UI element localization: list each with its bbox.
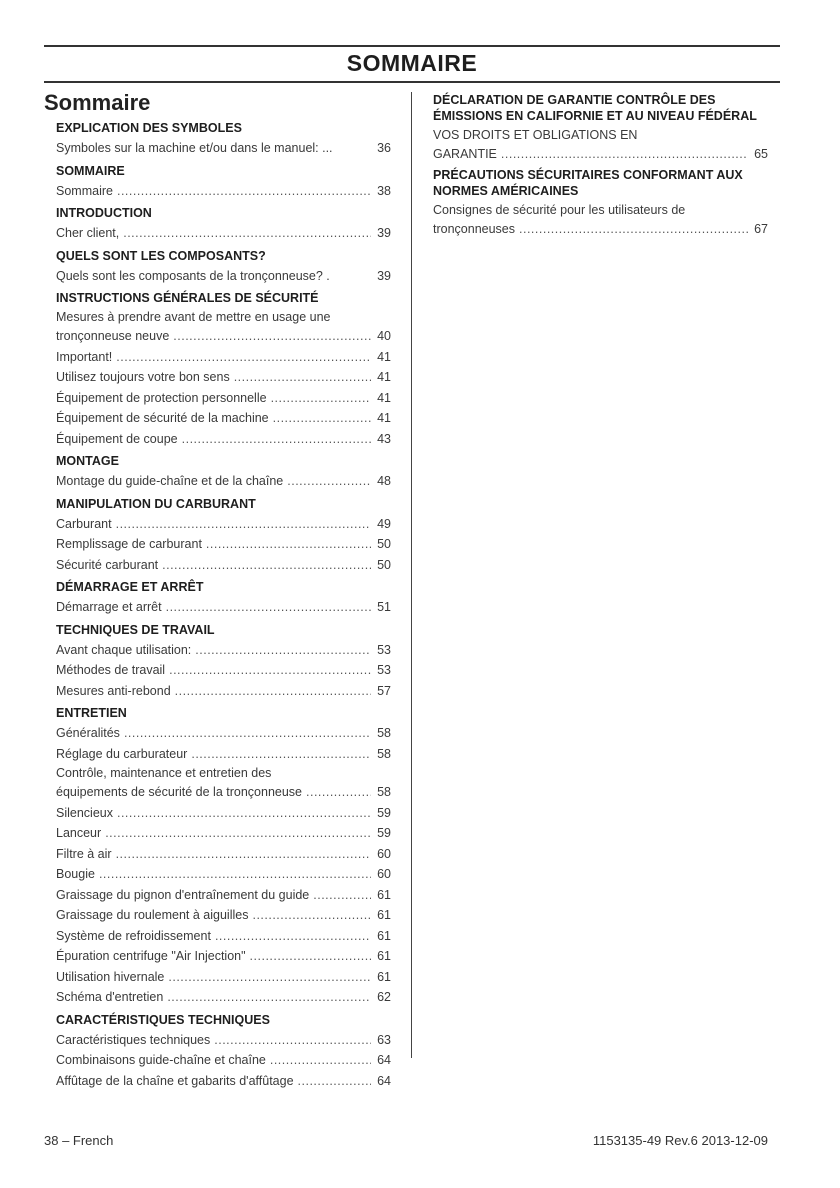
toc-entry-page: 61 [377, 969, 391, 984]
toc-entry[interactable] [56, 946, 391, 967]
leader-dots [214, 1030, 371, 1051]
section-heading: DÉMARRAGE ET ARRÊT [56, 580, 204, 594]
toc-entry-label: Caractéristiques techniques [56, 1032, 211, 1047]
toc-section [56, 705, 391, 1008]
toc-entry-page: 61 [377, 949, 391, 963]
toc-entry[interactable] [56, 782, 391, 803]
toc-entry-label: Mesures anti-rebond [56, 683, 171, 698]
toc-entry[interactable] [56, 640, 391, 661]
leader-dots [117, 181, 371, 202]
toc-entry[interactable] [56, 926, 391, 947]
toc-entry[interactable] [56, 987, 391, 1008]
toc-entry-page: 48 [377, 474, 391, 488]
toc-entry[interactable] [56, 429, 391, 450]
section-heading: INTRODUCTION [56, 206, 152, 220]
toc-entry-label: Utilisation hivernale [56, 969, 165, 984]
toc-entry[interactable] [56, 138, 391, 159]
leader-dots [175, 681, 371, 702]
toc-entry[interactable] [56, 471, 391, 492]
toc-section [56, 1012, 391, 1092]
toc-section [56, 579, 391, 618]
toc-entry-first-line: VOS DROITS ET OBLIGATIONS EN [433, 128, 638, 142]
toc-entry-label: tronçonneuses [433, 221, 516, 236]
toc-entry-first-line: Contrôle, maintenance et entretien des [56, 766, 272, 780]
section-heading: CARACTÉRISTIQUES TECHNIQUES [56, 1012, 270, 1027]
left-toc-sections [44, 120, 391, 1091]
toc-entry-label: Équipement de coupe [56, 431, 178, 446]
section-heading: MANIPULATION DU CARBURANT [56, 496, 256, 511]
toc-section [56, 496, 391, 576]
toc-entry-label: Sommaire [56, 183, 113, 198]
toc-entry-label: Combinaisons guide-chaîne et chaîne [56, 1053, 266, 1067]
toc-entry-label: tronçonneuse neuve [56, 329, 170, 343]
toc-entry[interactable] [56, 408, 391, 429]
toc-entry-page: 67 [754, 221, 768, 236]
toc-entry[interactable] [56, 864, 391, 885]
toc-entry[interactable] [433, 144, 768, 165]
toc-entry-page: 36 [377, 141, 391, 155]
toc-section [56, 453, 391, 492]
toc-entry-label: Silencieux [56, 805, 113, 820]
toc-entry-label: Lanceur [56, 826, 102, 840]
toc-entry-page: 61 [377, 908, 391, 922]
leader-dots [195, 640, 371, 661]
toc-entry[interactable] [56, 967, 391, 988]
toc-entry-page: 65 [754, 147, 768, 161]
toc-entry-page: 61 [377, 887, 391, 902]
section-heading: ENTRETIEN [56, 706, 127, 720]
footer-page-number: 38 – French [44, 1133, 114, 1148]
toc-entry-page: 57 [377, 683, 391, 698]
page-banner: SOMMAIRE [346, 50, 478, 76]
toc-entry[interactable] [56, 555, 391, 576]
toc-entry-label: Équipement de protection personnelle [56, 390, 267, 405]
toc-entry-page: 39 [377, 268, 391, 283]
toc-section [56, 622, 391, 702]
toc-entry-page: 59 [377, 826, 391, 840]
toc-entry-page: 38 [377, 183, 391, 198]
toc-entry-label: Épuration centrifuge "Air Injection" [56, 949, 246, 963]
toc-entry-label: Graissage du pignon d'entraînement du guide [56, 887, 310, 902]
toc-entry-label: Remplissage de carburant [56, 537, 202, 551]
toc-entry[interactable] [56, 844, 391, 865]
toc-entry-label: Affûtage de la chaîne et gabarits d'affûtage [56, 1073, 294, 1088]
toc-entry[interactable] [56, 514, 391, 535]
section-heading: QUELS SONT LES COMPOSANTS? [56, 248, 266, 263]
toc-entry-label: Carburant [56, 516, 112, 531]
toc-entry-page: 49 [377, 516, 391, 531]
toc-entry-page: 51 [377, 600, 391, 614]
section-heading: TECHNIQUES DE TRAVAIL [56, 622, 215, 637]
toc-entry-label: Symboles sur la machine et/ou dans le manuel: ... [56, 141, 333, 155]
banner-rule [44, 81, 780, 83]
toc-entry[interactable] [56, 534, 391, 555]
section-heading: SOMMAIRE [56, 163, 125, 178]
toc-entry-label: Sécurité carburant [56, 557, 159, 572]
toc-entry-label: équipements de sécurité de la tronçonneuse [56, 785, 302, 799]
leader-dots [287, 471, 371, 492]
leader-dots [191, 744, 371, 765]
toc-entry-label: GARANTIE [433, 147, 497, 161]
toc-entry-first-line: Consignes de sécurité pour les utilisateurs de [433, 202, 686, 217]
toc-entry[interactable] [56, 1071, 391, 1092]
section-heading: EXPLICATION DES SYMBOLES [56, 121, 242, 135]
toc-entry-page: 41 [377, 349, 391, 364]
toc-entry-page: 39 [377, 226, 391, 240]
leader-dots [173, 326, 371, 347]
leader-dots [298, 1071, 371, 1092]
toc-entry-page: 50 [377, 537, 391, 551]
section-heading: PRÉCAUTIONS SÉCURITAIRES CONFORMANT AUX NORMES AMÉRICAINES [433, 167, 743, 198]
toc-entry-label: Démarrage et arrêt [56, 600, 162, 614]
leader-dots [124, 723, 371, 744]
leader-dots [117, 803, 371, 824]
toc-title: Sommaire [44, 90, 151, 115]
leader-dots [123, 223, 371, 244]
leader-dots [206, 534, 371, 555]
toc-entry-page: 58 [377, 785, 391, 799]
leader-dots [116, 347, 371, 368]
toc-entry-page: 63 [377, 1032, 391, 1047]
toc-entry-page: 60 [377, 867, 391, 881]
toc-entry-page: 61 [377, 928, 391, 943]
toc-section [56, 205, 391, 244]
leader-dots [116, 844, 371, 865]
right-toc-sections [433, 92, 768, 239]
left-column [44, 90, 391, 1091]
toc-entry-label: Réglage du carburateur [56, 746, 188, 761]
leader-dots [313, 885, 371, 906]
toc-entry[interactable] [56, 597, 391, 618]
toc-entry[interactable] [56, 744, 391, 765]
toc-entry[interactable] [56, 681, 391, 702]
toc-section [433, 92, 768, 165]
toc-entry-label: Avant chaque utilisation: [56, 642, 192, 657]
toc-entry[interactable] [56, 367, 391, 388]
toc-entry[interactable] [56, 347, 391, 368]
toc-entry-page: 58 [377, 726, 391, 740]
leader-dots [162, 555, 371, 576]
section-heading: MONTAGE [56, 454, 119, 468]
toc-entry-label: Montage du guide-chaîne et de la chaîne [56, 474, 284, 488]
section-heading: INSTRUCTIONS GÉNÉRALES DE SÉCURITÉ [56, 291, 319, 305]
leader-dots [215, 926, 371, 947]
toc-entry-label: Équipement de sécurité de la machine [56, 411, 269, 425]
toc-entry-page: 41 [377, 370, 391, 384]
toc-entry-page: 60 [377, 846, 391, 861]
leader-dots [99, 864, 371, 885]
toc-entry-label: Graissage du roulement à aiguilles [56, 908, 249, 922]
toc-section [433, 167, 768, 240]
toc-entry-page: 64 [377, 1073, 391, 1088]
toc-entry-label: Schéma d'entretien [56, 990, 164, 1004]
toc-entry[interactable] [56, 823, 391, 844]
toc-entry[interactable] [56, 388, 391, 409]
leader-dots [169, 660, 371, 681]
leader-dots [273, 408, 371, 429]
leader-dots [252, 905, 371, 926]
leader-dots [167, 987, 371, 1008]
toc-entry-page: 64 [377, 1053, 391, 1067]
toc-entry-label: Filtre à air [56, 846, 112, 861]
toc-entry-label: Système de refroidissement [56, 928, 211, 943]
leader-dots [116, 514, 371, 535]
toc-entry-page: 58 [377, 746, 391, 761]
toc-entry-page: 50 [377, 557, 391, 572]
leader-dots [166, 597, 371, 618]
toc-entry-page: 41 [377, 390, 391, 405]
leader-dots [182, 429, 371, 450]
toc-entry[interactable] [56, 905, 391, 926]
toc-entry[interactable] [56, 885, 391, 906]
leader-dots [501, 144, 748, 165]
toc-entry[interactable] [56, 1050, 391, 1071]
toc-entry-label: Quels sont les composants de la tronçonneuse? . [56, 268, 330, 283]
leader-dots [270, 1050, 371, 1071]
toc-entry-page: 40 [377, 329, 391, 343]
toc-entry-label: Important! [56, 349, 113, 364]
toc-entry[interactable] [56, 803, 391, 824]
toc-entry[interactable] [433, 219, 768, 240]
leader-dots [105, 823, 371, 844]
toc-entry-label: Généralités [56, 726, 120, 740]
toc-section [56, 163, 391, 202]
toc-entry-page: 53 [377, 642, 391, 657]
toc-entry-first-line: Mesures à prendre avant de mettre en usage une [56, 310, 331, 324]
toc-section [56, 290, 391, 449]
toc-entry-page: 41 [377, 411, 391, 425]
toc-entry[interactable] [56, 723, 391, 744]
top-rule [44, 45, 780, 47]
footer-doc-reference: 1153135-49 Rev.6 2013-12-09 [592, 1133, 768, 1148]
column-divider [411, 92, 412, 1058]
toc-entry[interactable] [56, 326, 391, 347]
toc-entry-label: Bougie [56, 867, 95, 881]
toc-entry[interactable] [56, 266, 391, 287]
toc-entry[interactable] [56, 223, 391, 244]
section-heading: DÉCLARATION DE GARANTIE CONTRÔLE DES ÉMISSIONS EN CALIFORNIE ET AU NIVEAU FÉDÉRAL [433, 93, 757, 123]
toc-entry-label: Utilisez toujours votre bon sens [56, 370, 230, 384]
toc-entry-page: 59 [377, 805, 391, 820]
toc-section [56, 120, 391, 159]
toc-entry-label: Méthodes de travail [56, 663, 166, 677]
toc-entry[interactable] [56, 1030, 391, 1051]
toc-entry-page: 53 [377, 663, 391, 677]
toc-entry-label: Cher client, [56, 226, 120, 240]
leader-dots [168, 967, 371, 988]
leader-dots [271, 388, 371, 409]
leader-dots [306, 782, 371, 803]
toc-entry[interactable] [56, 181, 391, 202]
toc-section [56, 248, 391, 287]
leader-dots [250, 946, 371, 967]
right-column [433, 90, 768, 239]
toc-entry[interactable] [56, 660, 391, 681]
toc-entry-page: 43 [377, 431, 391, 446]
leader-dots [519, 219, 748, 240]
leader-dots [234, 367, 371, 388]
toc-entry-page: 62 [377, 990, 391, 1004]
